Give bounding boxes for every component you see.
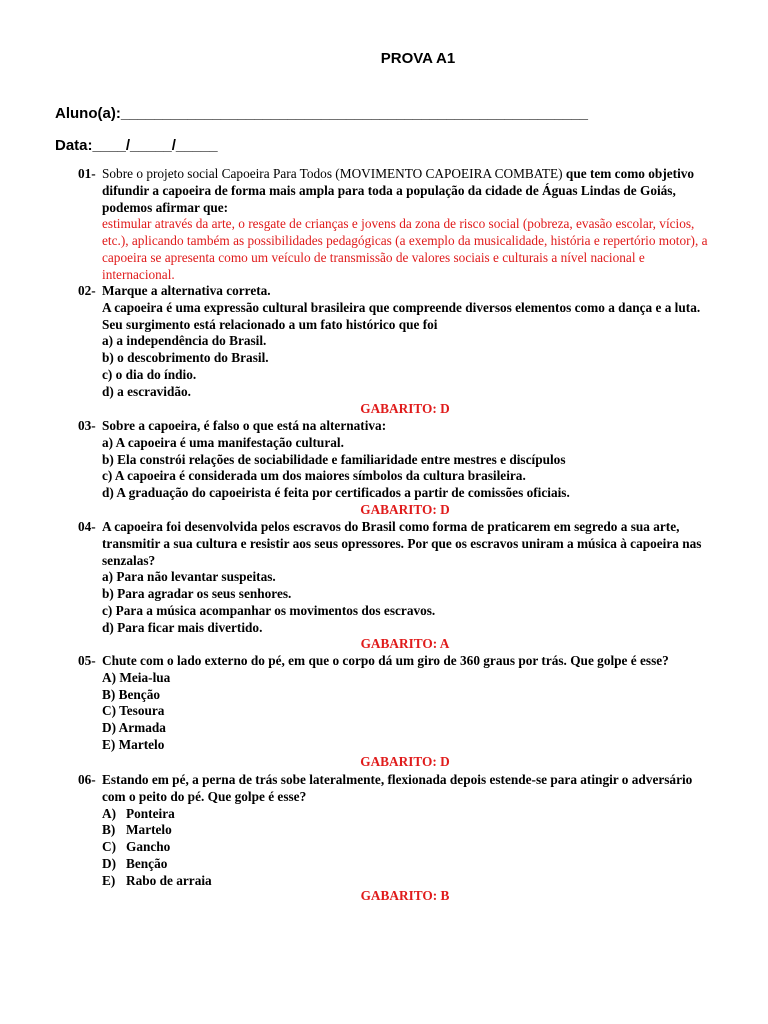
date-field[interactable]: Data:____/_____/_____ bbox=[55, 137, 218, 154]
option[interactable]: A) Meia-lua bbox=[102, 669, 171, 685]
question-3 bbox=[78, 418, 718, 502]
options-list bbox=[102, 806, 718, 890]
option[interactable]: a) A capoeira é uma manifestação cultural. bbox=[102, 434, 344, 450]
option[interactable]: B) Benção bbox=[102, 686, 160, 702]
option[interactable]: b) o descobrimento do Brasil. bbox=[102, 350, 269, 366]
question-number: 02- bbox=[78, 283, 96, 298]
question-text-normal: Sobre o projeto social Capoeira Para Todos (MOVIMENTO CAPOEIRA COMBATE) bbox=[102, 166, 563, 181]
option[interactable]: C) Gancho bbox=[102, 839, 171, 855]
question-number: 04- bbox=[78, 519, 96, 534]
question-number: 01- bbox=[78, 166, 96, 181]
page-title: PROVA A1 bbox=[380, 50, 456, 67]
option[interactable]: A) Ponteira bbox=[102, 805, 175, 821]
question-text: que tem como objetivo difundir a capoeira de forma mais ampla para toda a população da cidade de Águas Lindas de Goiás, podemos afirmar que: bbox=[102, 166, 695, 215]
question-4 bbox=[78, 519, 718, 637]
option[interactable]: a) a independência do Brasil. bbox=[102, 333, 267, 349]
question-text: A capoeira foi desenvolvida pelos escravos do Brasil como forma de praticarem em segredo a sua arte, transmitir a sua cultura e resistir aos seus opressores. Por que os escravos uniram a música à capoeira nas senzalas? bbox=[102, 519, 702, 568]
option[interactable]: D) Armada bbox=[102, 720, 166, 736]
question-text: Sobre a capoeira, é falso o que está na alternativa: bbox=[102, 418, 387, 433]
option[interactable]: c) o dia do índio. bbox=[102, 366, 197, 382]
option[interactable]: a) Para não levantar suspeitas. bbox=[102, 569, 276, 585]
answer-key: GABARITO: D bbox=[360, 754, 450, 769]
question-2 bbox=[78, 283, 718, 401]
question-1 bbox=[78, 166, 718, 284]
question-text: Chute com o lado externo do pé, em que o corpo dá um giro de 360 graus por trás. Que golpe é esse? bbox=[102, 653, 669, 668]
option[interactable]: E) Martelo bbox=[102, 736, 165, 752]
option[interactable]: E) Rabo de arraia bbox=[102, 872, 212, 888]
student-name-field[interactable]: Aluno(a):________________________________________________________ bbox=[55, 105, 588, 122]
option[interactable]: d) Para ficar mais divertido. bbox=[102, 619, 263, 635]
answer-key: GABARITO: D bbox=[360, 502, 450, 517]
question-5 bbox=[78, 653, 718, 754]
option[interactable]: c) Para a música acompanhar os movimentos dos escravos. bbox=[102, 602, 436, 618]
option[interactable]: d) a escravidão. bbox=[102, 383, 192, 399]
option[interactable]: d) A graduação do capoeirista é feita por certificados a partir de comissões oficiais. bbox=[102, 485, 570, 501]
option[interactable]: b) Ela constrói relações de sociabilidade e familiaridade entre mestres e discípulos bbox=[102, 451, 566, 467]
answer-key: GABARITO: A bbox=[360, 636, 450, 651]
question-6 bbox=[78, 772, 718, 890]
question-text: A capoeira é uma expressão cultural brasileira que compreende diversos elementos como a dança e a luta. Seu surgimento está relacionado a um fato histórico que foi bbox=[102, 299, 701, 332]
answer-text: estimular através da arte, o resgate de crianças e jovens da zona de risco social (pobreza, evasão escolar, vícios, etc.), aplicando também as possibilidades pedagógicas (a exemplo da musicalidade, história e repertório motor), a capoeira se apresenta como um veículo de transmissão de valores sociais e culturais a nível nacional e internacional. bbox=[102, 216, 708, 282]
option[interactable]: c) A capoeira é considerada um dos maiores símbolos da cultura brasileira. bbox=[102, 468, 526, 484]
question-text: Estando em pé, a perna de trás sobe lateralmente, flexionada depois estende-se para atingir o adversário com o peito do pé. Que golpe é esse? bbox=[102, 772, 693, 804]
option[interactable]: b) Para agradar os seus senhores. bbox=[102, 586, 292, 602]
option[interactable]: D) Benção bbox=[102, 855, 168, 871]
answer-key: GABARITO: D bbox=[360, 401, 450, 416]
option[interactable]: B) Martelo bbox=[102, 822, 172, 838]
question-number: 03- bbox=[78, 418, 96, 433]
option[interactable]: C) Tesoura bbox=[102, 703, 165, 719]
answer-key: GABARITO: B bbox=[360, 888, 450, 903]
question-number: 05- bbox=[78, 653, 96, 668]
question-number: 06- bbox=[78, 772, 96, 787]
question-prompt: Marque a alternativa correta. bbox=[102, 283, 271, 298]
